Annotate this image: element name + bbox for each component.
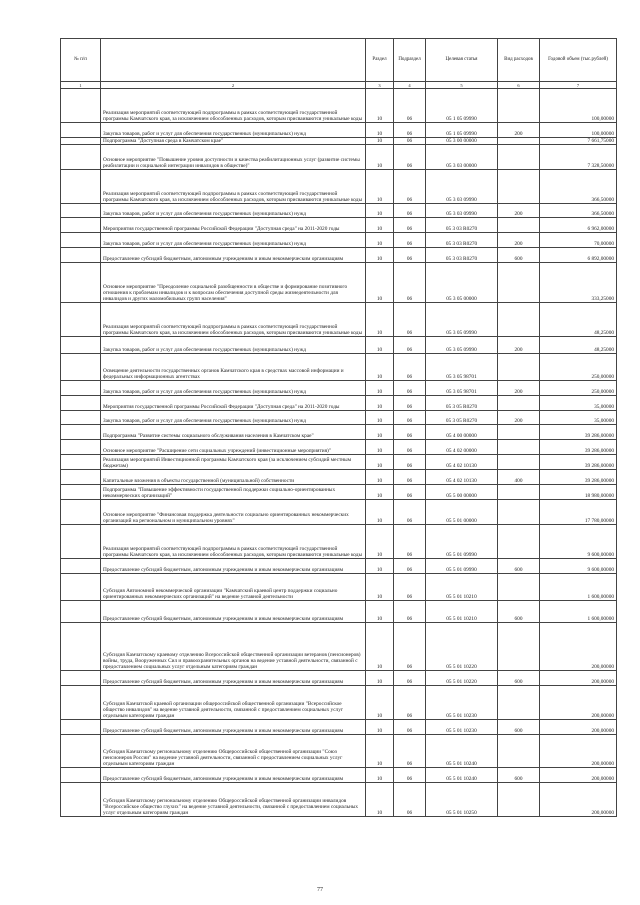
cell-name: Предоставление субсидий бюджетным, автономным учреждениям и иным некоммерческим организациям bbox=[101, 720, 366, 735]
cell-podrazdel: 06 bbox=[394, 720, 426, 735]
header-csr: Целевая статья bbox=[426, 39, 498, 82]
header-name bbox=[101, 39, 366, 82]
cell-name: Основное мероприятие "Повышение уровня доступности и качества реабилитационных услуг (развитие системы реабилитации и социальной интеграции инвалидов в обществе)" bbox=[101, 145, 366, 170]
cell-sum: 1 600,00000 bbox=[540, 574, 617, 601]
cell-podrazdel: 06 bbox=[394, 233, 426, 248]
cell-vr bbox=[498, 440, 540, 455]
cell-csr: 05 5 01 10220 bbox=[426, 671, 498, 686]
cell-vr: 600 bbox=[498, 768, 540, 783]
cell-num bbox=[61, 123, 101, 138]
cell-razdel: 10 bbox=[366, 768, 394, 783]
table-row bbox=[61, 248, 617, 263]
table-row bbox=[61, 783, 617, 817]
cell-csr: 05 5 01 10230 bbox=[426, 686, 498, 720]
cell-vr bbox=[498, 354, 540, 381]
cell-sum: 366,50000 bbox=[540, 170, 617, 204]
cell-name: Субсидия Камчатскому региональному отделению Общероссийской общественной организации инвалидов "Всероссийское общество глухих" на ведение уставной деятельности, связанной с предоставлением социальных услуг отдельным категориям граждан bbox=[101, 783, 366, 817]
cell-razdel: 10 bbox=[366, 204, 394, 218]
page-number: 77 bbox=[317, 887, 323, 893]
cell-vr bbox=[498, 89, 540, 123]
cell-razdel: 10 bbox=[366, 601, 394, 623]
cell-sum: 333,25000 bbox=[540, 263, 617, 303]
cell-vr bbox=[498, 218, 540, 233]
cell-vr: 200 bbox=[498, 123, 540, 138]
table-row bbox=[61, 720, 617, 735]
cell-name: Субсидия Камчатскому краевому отделению Всероссийской общественной организации ветеранов (пенсионеров) войны, труда, Вооруженных Сил и правоохранительных органов на ведение уставной деятельности, связанной с предоставлением социальных услуг отдельным категориям граждан bbox=[101, 623, 366, 671]
cell-name: Закупка товаров, работ и услуг для обеспечения государственных (муниципальных) нужд bbox=[101, 381, 366, 396]
cell-razdel: 10 bbox=[366, 263, 394, 303]
header-vr: Вид расходов bbox=[498, 39, 540, 82]
cell-csr: 05 3 03 09990 bbox=[426, 204, 498, 218]
column-number: 6 bbox=[498, 82, 540, 89]
table-row bbox=[61, 263, 617, 303]
table-row bbox=[61, 123, 617, 138]
table-row bbox=[61, 303, 617, 337]
cell-sum: 39 286,00000 bbox=[540, 425, 617, 440]
cell-vr bbox=[498, 485, 540, 500]
cell-vr bbox=[498, 396, 540, 411]
table-header bbox=[61, 39, 617, 89]
cell-name: Субсидия Камчатской краевой организации общероссийской общественной организации "Всероссийское общество инвалидов" на ведение уставной деятельности, связанной с предоставлением социальных услуг отдельным категориям граждан bbox=[101, 686, 366, 720]
cell-name: Закупка товаров, работ и услуг для обеспечения государственных (муниципальных) нужд bbox=[101, 123, 366, 138]
cell-podrazdel: 06 bbox=[394, 470, 426, 485]
cell-podrazdel: 06 bbox=[394, 89, 426, 123]
cell-name: Предоставление субсидий бюджетным, автономным учреждениям и иным некоммерческим организациям bbox=[101, 559, 366, 574]
cell-podrazdel: 06 bbox=[394, 601, 426, 623]
cell-razdel: 10 bbox=[366, 525, 394, 559]
cell-vr: 600 bbox=[498, 671, 540, 686]
cell-csr: 05 5 01 10210 bbox=[426, 601, 498, 623]
table-row bbox=[61, 735, 617, 768]
cell-vr bbox=[498, 500, 540, 525]
table-row bbox=[61, 425, 617, 440]
cell-sum: 250,00000 bbox=[540, 354, 617, 381]
cell-name: Мероприятия государственной программы Российской Федерации "Доступная среда" на 2011-2020 годы bbox=[101, 396, 366, 411]
cell-csr: 05 4 02 10130 bbox=[426, 455, 498, 470]
cell-num bbox=[61, 396, 101, 411]
table-row bbox=[61, 470, 617, 485]
cell-name: Предоставление субсидий бюджетным, автономным учреждениям и иным некоммерческим организациям bbox=[101, 248, 366, 263]
cell-csr: 05 3 05 09990 bbox=[426, 337, 498, 354]
table-row bbox=[61, 768, 617, 783]
cell-num bbox=[61, 440, 101, 455]
cell-podrazdel: 06 bbox=[394, 248, 426, 263]
cell-csr: 05 5 01 09990 bbox=[426, 559, 498, 574]
cell-name: Подпрограмма "Развитие системы социального обслуживания населения в Камчатском крае" bbox=[101, 425, 366, 440]
cell-podrazdel: 06 bbox=[394, 263, 426, 303]
cell-vr: 600 bbox=[498, 559, 540, 574]
cell-razdel: 10 bbox=[366, 455, 394, 470]
cell-sum: 1 600,00000 bbox=[540, 601, 617, 623]
cell-csr: 05 3 03 09990 bbox=[426, 170, 498, 204]
cell-sum: 6 892,00000 bbox=[540, 248, 617, 263]
cell-vr: 600 bbox=[498, 720, 540, 735]
cell-name: Подпрограмма "Повышение эффективности государственной поддержки социально-ориентированных некоммерческих организаций" bbox=[101, 485, 366, 500]
cell-csr: 05 5 01 10230 bbox=[426, 720, 498, 735]
cell-razdel: 10 bbox=[366, 470, 394, 485]
cell-sum: 200,00000 bbox=[540, 720, 617, 735]
cell-sum: 35,00000 bbox=[540, 411, 617, 425]
cell-podrazdel: 06 bbox=[394, 170, 426, 204]
cell-razdel: 10 bbox=[366, 440, 394, 455]
column-number: 4 bbox=[394, 82, 426, 89]
table-row bbox=[61, 233, 617, 248]
cell-podrazdel: 06 bbox=[394, 204, 426, 218]
cell-vr bbox=[498, 145, 540, 170]
cell-name: Реализация мероприятий соответствующей подпрограммы в рамках соответствующей государственной программы Камчатского края, за исключением обособленных расходов, которым присваиваются уникальные коды bbox=[101, 303, 366, 337]
cell-podrazdel: 06 bbox=[394, 559, 426, 574]
cell-name: Закупка товаров, работ и услуг для обеспечения государственных (муниципальных) нужд bbox=[101, 337, 366, 354]
cell-podrazdel: 06 bbox=[394, 686, 426, 720]
cell-vr: 200 bbox=[498, 337, 540, 354]
cell-num bbox=[61, 500, 101, 525]
cell-sum: 366,50000 bbox=[540, 204, 617, 218]
cell-podrazdel: 06 bbox=[394, 425, 426, 440]
cell-csr: 05 1 05 09990 bbox=[426, 123, 498, 138]
column-number: 3 bbox=[366, 82, 394, 89]
cell-num bbox=[61, 601, 101, 623]
cell-razdel: 10 bbox=[366, 735, 394, 768]
cell-csr: 05 4 02 10130 bbox=[426, 470, 498, 485]
table-row bbox=[61, 525, 617, 559]
cell-razdel: 10 bbox=[366, 138, 394, 145]
table-row bbox=[61, 170, 617, 204]
cell-sum: 39 286,00000 bbox=[540, 455, 617, 470]
cell-csr: 05 3 05 R0270 bbox=[426, 396, 498, 411]
cell-csr: 05 3 03 00000 bbox=[426, 145, 498, 170]
cell-num bbox=[61, 768, 101, 783]
cell-sum: 35,00000 bbox=[540, 396, 617, 411]
column-numbers-row bbox=[61, 82, 617, 89]
table-row bbox=[61, 559, 617, 574]
cell-razdel: 10 bbox=[366, 354, 394, 381]
cell-vr: 200 bbox=[498, 411, 540, 425]
cell-razdel: 10 bbox=[366, 337, 394, 354]
table-row bbox=[61, 601, 617, 623]
cell-razdel: 10 bbox=[366, 559, 394, 574]
cell-podrazdel: 06 bbox=[394, 396, 426, 411]
cell-razdel: 10 bbox=[366, 671, 394, 686]
cell-num bbox=[61, 525, 101, 559]
cell-num bbox=[61, 720, 101, 735]
cell-razdel: 10 bbox=[366, 485, 394, 500]
cell-csr: 05 5 01 10250 bbox=[426, 783, 498, 817]
table-row bbox=[61, 204, 617, 218]
cell-vr bbox=[498, 783, 540, 817]
cell-csr: 05 3 05 98701 bbox=[426, 354, 498, 381]
cell-podrazdel: 06 bbox=[394, 337, 426, 354]
cell-razdel: 10 bbox=[366, 686, 394, 720]
cell-vr bbox=[498, 303, 540, 337]
cell-csr: 05 3 05 R0270 bbox=[426, 411, 498, 425]
cell-name: Основное мероприятие "Преодоление социальной разобщенности в обществе и формирование позитивного отношения к проблемам инвалидов и к вопросам обеспечения доступной среды жизнедеятельности для инвалидов и других маломобильных групп населения" bbox=[101, 263, 366, 303]
table-row bbox=[61, 623, 617, 671]
cell-razdel: 10 bbox=[366, 123, 394, 138]
cell-podrazdel: 06 bbox=[394, 411, 426, 425]
cell-podrazdel: 06 bbox=[394, 623, 426, 671]
cell-sum: 100,00000 bbox=[540, 123, 617, 138]
cell-razdel: 10 bbox=[366, 623, 394, 671]
cell-podrazdel: 06 bbox=[394, 485, 426, 500]
cell-num bbox=[61, 735, 101, 768]
cell-razdel: 10 bbox=[366, 500, 394, 525]
cell-sum: 9 600,00000 bbox=[540, 559, 617, 574]
table-row bbox=[61, 89, 617, 123]
cell-name: Субсидия Автономной некоммерческой организации "Камчатский краевой центр поддержки социально ориентированных некоммерческих организаций" на ведение уставной деятельности bbox=[101, 574, 366, 601]
cell-razdel: 10 bbox=[366, 218, 394, 233]
cell-num bbox=[61, 354, 101, 381]
cell-sum: 200,00000 bbox=[540, 623, 617, 671]
cell-name: Основное мероприятие "Финансовая поддержка деятельности социально ориентированных некоммерческих организаций на региональном и муниципальном уровнях" bbox=[101, 500, 366, 525]
cell-sum: 7 661,75000 bbox=[540, 138, 617, 145]
table-row bbox=[61, 337, 617, 354]
table-row bbox=[61, 500, 617, 525]
cell-podrazdel: 06 bbox=[394, 381, 426, 396]
cell-razdel: 10 bbox=[366, 411, 394, 425]
cell-razdel: 10 bbox=[366, 145, 394, 170]
cell-name: Мероприятия государственной программы Российской Федерации "Доступная среда" на 2011-2020 годы bbox=[101, 218, 366, 233]
table-row bbox=[61, 218, 617, 233]
cell-razdel: 10 bbox=[366, 170, 394, 204]
cell-num bbox=[61, 204, 101, 218]
cell-name: Реализация мероприятий соответствующей подпрограммы в рамках соответствующей государственной программы Камчатского края, за исключением обособленных расходов, которым присваиваются уникальные коды bbox=[101, 170, 366, 204]
cell-sum: 100,00000 bbox=[540, 89, 617, 123]
cell-sum: 9 600,00000 bbox=[540, 525, 617, 559]
cell-name: Закупка товаров, работ и услуг для обеспечения государственных (муниципальных) нужд bbox=[101, 411, 366, 425]
cell-sum: 70,00000 bbox=[540, 233, 617, 248]
cell-sum: 48,25000 bbox=[540, 337, 617, 354]
cell-num bbox=[61, 470, 101, 485]
cell-vr bbox=[498, 170, 540, 204]
cell-podrazdel: 06 bbox=[394, 123, 426, 138]
cell-sum: 200,00000 bbox=[540, 783, 617, 817]
cell-name: Освещение деятельности государственных органов Камчатского края в средствах массовой информации и федеральных информационных агентствах bbox=[101, 354, 366, 381]
cell-sum: 6 962,00000 bbox=[540, 218, 617, 233]
cell-csr: 05 3 03 R0270 bbox=[426, 233, 498, 248]
cell-name: Реализация мероприятий Инвестиционной программы Камчатского края (за исключением субсидий местным бюджетам) bbox=[101, 455, 366, 470]
cell-podrazdel: 06 bbox=[394, 455, 426, 470]
cell-podrazdel: 06 bbox=[394, 574, 426, 601]
cell-razdel: 10 bbox=[366, 381, 394, 396]
cell-csr: 05 5 01 00000 bbox=[426, 500, 498, 525]
column-number: 5 bbox=[426, 82, 498, 89]
cell-num bbox=[61, 455, 101, 470]
column-number: 2 bbox=[101, 82, 366, 89]
cell-vr: 400 bbox=[498, 470, 540, 485]
cell-razdel: 10 bbox=[366, 303, 394, 337]
cell-podrazdel: 06 bbox=[394, 145, 426, 170]
cell-name: Предоставление субсидий бюджетным, автономным учреждениям и иным некоммерческим организациям bbox=[101, 768, 366, 783]
cell-vr bbox=[498, 263, 540, 303]
cell-csr: 05 3 00 00000 bbox=[426, 138, 498, 145]
cell-num bbox=[61, 170, 101, 204]
cell-podrazdel: 06 bbox=[394, 768, 426, 783]
cell-name: Реализация мероприятий соответствующей подпрограммы в рамках соответствующей государственной программы Камчатского края, за исключением обособленных расходов, которым присваиваются уникальные коды bbox=[101, 89, 366, 123]
cell-vr bbox=[498, 138, 540, 145]
cell-num bbox=[61, 233, 101, 248]
cell-name: Реализация мероприятий соответствующей подпрограммы в рамках соответствующей государственной программы Камчатского края, за исключением обособленных расходов, которым присваиваются уникальные коды bbox=[101, 525, 366, 559]
table-row bbox=[61, 686, 617, 720]
table-body bbox=[61, 89, 617, 817]
column-number: 1 bbox=[61, 82, 101, 89]
table-row bbox=[61, 145, 617, 170]
cell-razdel: 10 bbox=[366, 720, 394, 735]
cell-vr: 600 bbox=[498, 601, 540, 623]
cell-sum: 200,00000 bbox=[540, 686, 617, 720]
cell-sum: 17 780,00000 bbox=[540, 500, 617, 525]
cell-vr: 200 bbox=[498, 381, 540, 396]
cell-podrazdel: 06 bbox=[394, 354, 426, 381]
cell-csr: 05 5 01 10210 bbox=[426, 574, 498, 601]
cell-podrazdel: 06 bbox=[394, 218, 426, 233]
cell-name: Предоставление субсидий бюджетным, автономным учреждениям и иным некоммерческим организациям bbox=[101, 671, 366, 686]
cell-podrazdel: 06 bbox=[394, 783, 426, 817]
cell-razdel: 10 bbox=[366, 396, 394, 411]
table-row bbox=[61, 396, 617, 411]
cell-podrazdel: 06 bbox=[394, 303, 426, 337]
cell-vr bbox=[498, 574, 540, 601]
cell-csr: 05 4 00 00000 bbox=[426, 425, 498, 440]
cell-vr: 600 bbox=[498, 248, 540, 263]
cell-podrazdel: 06 bbox=[394, 671, 426, 686]
cell-csr: 05 3 05 09990 bbox=[426, 303, 498, 337]
cell-num bbox=[61, 783, 101, 817]
cell-podrazdel: 06 bbox=[394, 735, 426, 768]
cell-num bbox=[61, 485, 101, 500]
cell-csr: 05 4 02 00000 bbox=[426, 440, 498, 455]
table-row bbox=[61, 354, 617, 381]
cell-num bbox=[61, 381, 101, 396]
cell-num bbox=[61, 686, 101, 720]
cell-razdel: 10 bbox=[366, 248, 394, 263]
cell-csr: 05 1 05 09990 bbox=[426, 89, 498, 123]
cell-num bbox=[61, 425, 101, 440]
cell-num bbox=[61, 574, 101, 601]
cell-csr: 05 3 03 R0270 bbox=[426, 248, 498, 263]
cell-csr: 05 5 01 10220 bbox=[426, 623, 498, 671]
cell-sum: 200,00000 bbox=[540, 671, 617, 686]
cell-num bbox=[61, 559, 101, 574]
cell-sum: 7 328,50000 bbox=[540, 145, 617, 170]
cell-vr bbox=[498, 455, 540, 470]
cell-sum: 200,00000 bbox=[540, 768, 617, 783]
cell-num bbox=[61, 411, 101, 425]
budget-table bbox=[60, 38, 617, 817]
table-row bbox=[61, 455, 617, 470]
cell-vr bbox=[498, 425, 540, 440]
header-sum: Годовой объем (тыс.рублей) bbox=[540, 39, 617, 82]
cell-csr: 05 5 01 10240 bbox=[426, 735, 498, 768]
cell-vr bbox=[498, 686, 540, 720]
cell-podrazdel: 06 bbox=[394, 500, 426, 525]
cell-sum: 39 286,00000 bbox=[540, 470, 617, 485]
cell-vr bbox=[498, 525, 540, 559]
header-razdel: Раздел bbox=[366, 39, 394, 82]
cell-vr: 200 bbox=[498, 233, 540, 248]
cell-num bbox=[61, 303, 101, 337]
table-row bbox=[61, 411, 617, 425]
cell-num bbox=[61, 138, 101, 145]
cell-name: Субсидия Камчатскому региональному отделению Общероссийской общественной организации "Союз пенсионеров России" на ведение уставной деятельности, связанной с предоставлением социальных услуг отдельным категориям граждан bbox=[101, 735, 366, 768]
cell-vr: 200 bbox=[498, 204, 540, 218]
cell-vr bbox=[498, 735, 540, 768]
cell-razdel: 10 bbox=[366, 233, 394, 248]
cell-csr: 05 3 05 00000 bbox=[426, 263, 498, 303]
cell-podrazdel: 06 bbox=[394, 440, 426, 455]
cell-razdel: 10 bbox=[366, 574, 394, 601]
cell-csr: 05 5 00 00000 bbox=[426, 485, 498, 500]
cell-num bbox=[61, 218, 101, 233]
cell-podrazdel: 06 bbox=[394, 138, 426, 145]
cell-sum: 18 980,00000 bbox=[540, 485, 617, 500]
cell-name: Закупка товаров, работ и услуг для обеспечения государственных (муниципальных) нужд bbox=[101, 204, 366, 218]
table-row bbox=[61, 440, 617, 455]
cell-num bbox=[61, 671, 101, 686]
header-num: № п/п bbox=[61, 39, 101, 82]
cell-csr: 05 3 05 98701 bbox=[426, 381, 498, 396]
header-podrazdel: Подраздел bbox=[394, 39, 426, 82]
cell-razdel: 10 bbox=[366, 89, 394, 123]
table-row bbox=[61, 671, 617, 686]
table-row bbox=[61, 574, 617, 601]
cell-name: Капитальные вложения в объекты государственной (муниципальной) собственности bbox=[101, 470, 366, 485]
cell-num bbox=[61, 337, 101, 354]
cell-num bbox=[61, 145, 101, 170]
cell-csr: 05 5 01 10240 bbox=[426, 768, 498, 783]
cell-sum: 39 286,00000 bbox=[540, 440, 617, 455]
table-row bbox=[61, 485, 617, 500]
cell-csr: 05 5 01 09990 bbox=[426, 525, 498, 559]
cell-podrazdel: 06 bbox=[394, 525, 426, 559]
cell-name: Основное мероприятие "Расширение сети социальных учреждений (инвестиционные мероприятия)" bbox=[101, 440, 366, 455]
cell-num bbox=[61, 89, 101, 123]
cell-num bbox=[61, 623, 101, 671]
cell-num bbox=[61, 248, 101, 263]
cell-razdel: 10 bbox=[366, 425, 394, 440]
table-row bbox=[61, 138, 617, 145]
cell-sum: 250,00000 bbox=[540, 381, 617, 396]
cell-sum: 200,00000 bbox=[540, 735, 617, 768]
cell-vr bbox=[498, 623, 540, 671]
cell-name: Подпрограмма "Доступная среда в Камчатском крае" bbox=[101, 138, 366, 145]
cell-num bbox=[61, 263, 101, 303]
table-row bbox=[61, 381, 617, 396]
cell-name: Предоставление субсидий бюджетным, автономным учреждениям и иным некоммерческим организациям bbox=[101, 601, 366, 623]
cell-name: Закупка товаров, работ и услуг для обеспечения государственных (муниципальных) нужд bbox=[101, 233, 366, 248]
cell-sum: 48,25000 bbox=[540, 303, 617, 337]
cell-csr: 05 3 03 R0270 bbox=[426, 218, 498, 233]
column-number: 7 bbox=[540, 82, 617, 89]
cell-razdel: 10 bbox=[366, 783, 394, 817]
